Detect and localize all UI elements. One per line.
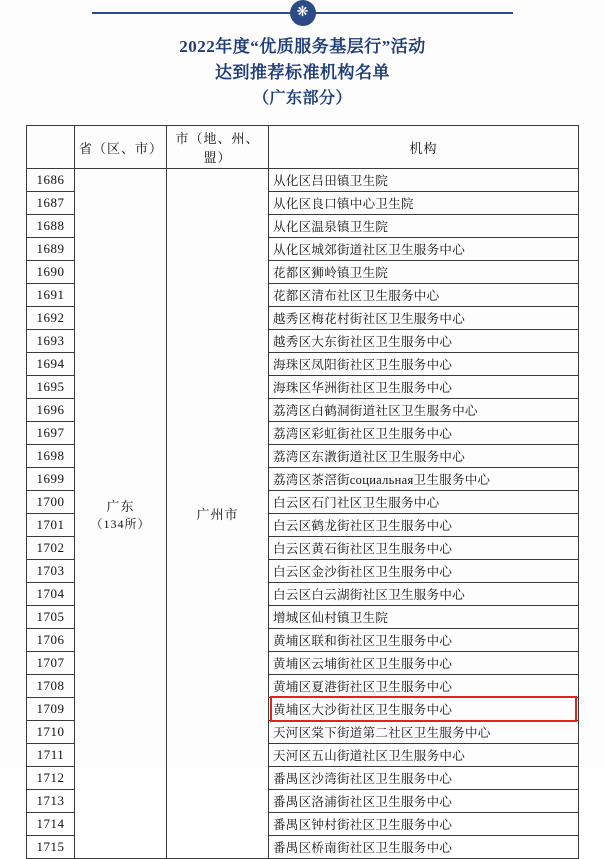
- seal-medallion-icon: ❋: [290, 0, 316, 26]
- organization-name: 荔湾区东漖街道社区卫生服务中心: [269, 445, 579, 468]
- organization-name: 黄埔区联和街社区卫生服务中心: [269, 629, 579, 652]
- province-count: （134所）: [90, 516, 151, 531]
- row-index: 1694: [27, 353, 75, 376]
- organization-name: 从化区吕田镇卫生院: [269, 169, 579, 192]
- organization-name: 从化区温泉镇卫生院: [269, 215, 579, 238]
- title-line-1: 2022年度“优质服务基层行”活动: [179, 37, 426, 56]
- organization-name: 荔湾区茶滘街социальная卫生服务中心: [269, 468, 579, 491]
- row-index: 1709: [27, 698, 75, 721]
- row-index: 1707: [27, 652, 75, 675]
- row-index: 1711: [27, 744, 75, 767]
- row-index: 1701: [27, 514, 75, 537]
- row-index: 1692: [27, 307, 75, 330]
- row-index: 1706: [27, 629, 75, 652]
- column-header-index: [27, 126, 75, 169]
- row-index: 1708: [27, 675, 75, 698]
- table-header: [27, 126, 579, 169]
- row-index: 1689: [27, 238, 75, 261]
- row-index: 1695: [27, 376, 75, 399]
- organization-name: 海珠区凤阳街社区卫生服务中心: [269, 353, 579, 376]
- row-index: 1687: [27, 192, 75, 215]
- row-index: 1702: [27, 537, 75, 560]
- listing-table-wrapper: [26, 125, 579, 859]
- organization-name: 番禺区钟村街社区卫生服务中心: [269, 813, 579, 836]
- page-header-ornament: [0, 0, 605, 26]
- organization-name: 番禺区洛浦街社区卫生服务中心: [269, 790, 579, 813]
- table-body: [27, 169, 579, 859]
- organization-name: 荔湾区彩虹街社区卫生服务中心: [269, 422, 579, 445]
- organization-name: 白云区金沙街社区卫生服务中心: [269, 560, 579, 583]
- row-index: 1713: [27, 790, 75, 813]
- table-row: [27, 169, 579, 192]
- row-index: 1712: [27, 767, 75, 790]
- row-index: 1693: [27, 330, 75, 353]
- organization-name: 海珠区华洲街社区卫生服务中心: [269, 376, 579, 399]
- organization-label: 黄埔区大沙街社区卫生服务中心: [273, 703, 453, 718]
- organization-name: 白云区白云湖街社区卫生服务中心: [269, 583, 579, 606]
- row-index: 1697: [27, 422, 75, 445]
- organization-name: 天河区棠下街道第二社区卫生服务中心: [269, 721, 579, 744]
- row-index: 1686: [27, 169, 75, 192]
- column-header-province: 省（区、市）: [75, 126, 167, 169]
- row-index: 1714: [27, 813, 75, 836]
- organization-name: 白云区黄石街社区卫生服务中心: [269, 537, 579, 560]
- row-index: 1698: [27, 445, 75, 468]
- row-index: 1715: [27, 836, 75, 859]
- title-line-3: （广东部分）: [252, 89, 352, 107]
- page-title: [0, 34, 605, 111]
- organization-name: 天河区五山街道社区卫生服务中心: [269, 744, 579, 767]
- row-index: 1710: [27, 721, 75, 744]
- row-index: 1704: [27, 583, 75, 606]
- row-index: 1699: [27, 468, 75, 491]
- organization-name: 从化区城郊街道社区卫生服务中心: [269, 238, 579, 261]
- row-index: 1705: [27, 606, 75, 629]
- organization-name: 荔湾区白鹤洞街道社区卫生服务中心: [269, 399, 579, 422]
- organization-name: 黄埔区云埔街社区卫生服务中心: [269, 652, 579, 675]
- organization-name: 越秀区梅花村街社区卫生服务中心: [269, 307, 579, 330]
- organization-name: 增城区仙村镇卫生院: [269, 606, 579, 629]
- row-index: 1691: [27, 284, 75, 307]
- province-name: 广东: [106, 498, 135, 514]
- row-index: 1700: [27, 491, 75, 514]
- organization-name: 从化区良口镇中心卫生院: [269, 192, 579, 215]
- row-index: 1696: [27, 399, 75, 422]
- row-index: 1690: [27, 261, 75, 284]
- organization-name: 花都区狮岭镇卫生院: [269, 261, 579, 284]
- row-index: 1688: [27, 215, 75, 238]
- organization-name: 越秀区大东街社区卫生服务中心: [269, 330, 579, 353]
- organization-name: 番禺区沙湾街社区卫生服务中心: [269, 767, 579, 790]
- organization-name: 白云区鹤龙街社区卫生服务中心: [269, 514, 579, 537]
- column-header-city: 市（地、州、盟）: [167, 126, 269, 169]
- city-cell: 广州市: [167, 169, 269, 859]
- column-header-organization: 机构: [269, 126, 579, 169]
- organization-name: 花都区清布社区卫生服务中心: [269, 284, 579, 307]
- row-index: 1703: [27, 560, 75, 583]
- organization-name: [269, 698, 579, 721]
- organization-name: 黄埔区夏港街社区卫生服务中心: [269, 675, 579, 698]
- organization-name: 番禺区桥南街社区卫生服务中心: [269, 836, 579, 859]
- province-cell: [75, 169, 167, 859]
- table-header-row: [27, 126, 579, 169]
- title-line-2: 达到推荐标准机构名单: [215, 63, 390, 83]
- listing-table: [26, 125, 579, 859]
- organization-name: 白云区石门社区卫生服务中心: [269, 491, 579, 514]
